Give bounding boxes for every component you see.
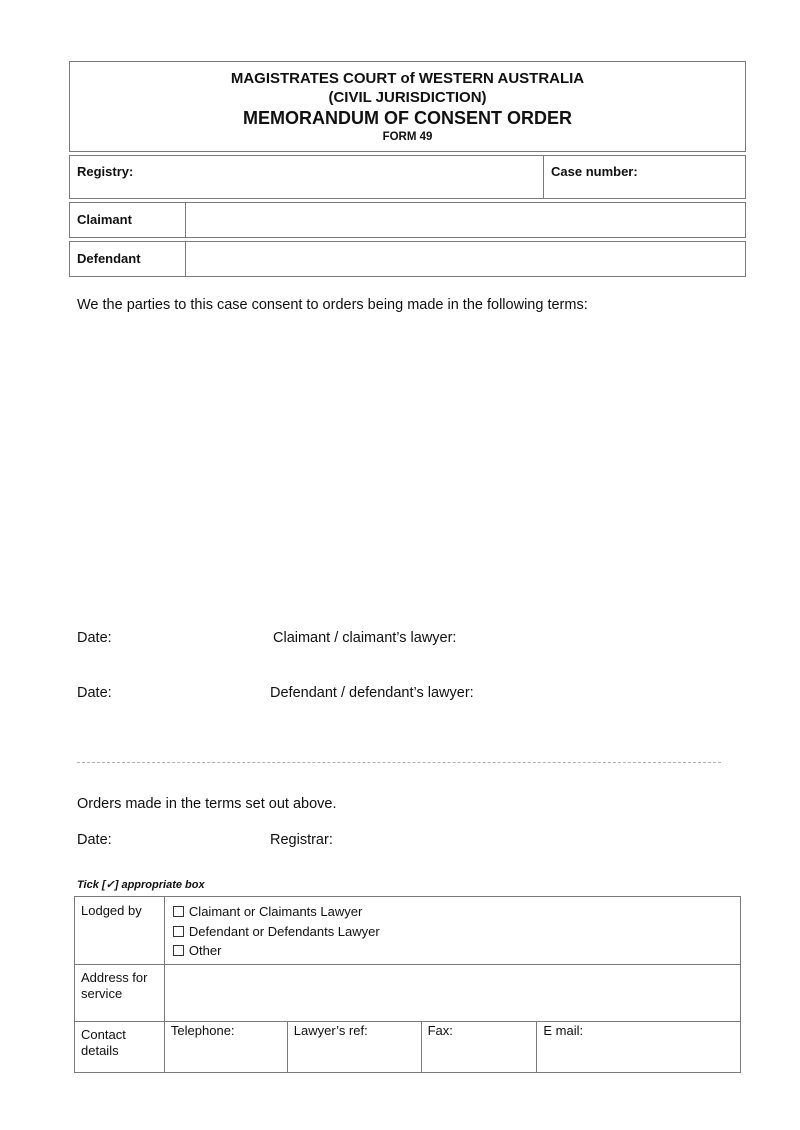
lawyers-ref-label: Lawyer’s ref:: [293, 1023, 368, 1038]
tick-instruction: Tick [✓] appropriate box: [77, 879, 205, 891]
address-row: [75, 965, 741, 1022]
orders-made-text: Orders made in the terms set out above.: [77, 796, 337, 812]
defendant-row: [69, 241, 746, 277]
registrar-label: Registrar:: [270, 832, 333, 848]
consent-statement: We the parties to this case consent to orders being made in the following terms:: [77, 297, 588, 313]
defendant-label: Defendant: [77, 251, 141, 266]
contact-row: [75, 1022, 741, 1073]
jurisdiction: (CIVIL JURISDICTION): [328, 89, 487, 106]
claimant-date-label: Date:: [77, 630, 112, 646]
defendant-signature-label: Defendant / defendant’s lawyer:: [270, 685, 474, 701]
checkbox-icon[interactable]: [173, 926, 184, 937]
claimant-row: [69, 202, 746, 238]
terms-area[interactable]: [77, 325, 721, 615]
case-number-label: Case number:: [551, 164, 638, 179]
separator-line: [77, 762, 721, 763]
lodged-by-options: [164, 897, 740, 965]
option-label: Claimant or Claimants Lawyer: [188, 904, 363, 920]
divider: [185, 203, 186, 237]
telephone-field[interactable]: [164, 1022, 287, 1073]
email-label: E mail:: [543, 1023, 584, 1038]
registry-label: Registry:: [77, 164, 134, 179]
lawyers-ref-field[interactable]: [287, 1022, 421, 1073]
option-other[interactable]: [173, 941, 740, 961]
telephone-label: Telephone:: [170, 1023, 235, 1038]
address-label: Address for service: [75, 965, 165, 1022]
case-number-field[interactable]: [650, 158, 740, 194]
form-header: [69, 61, 746, 152]
checkbox-icon[interactable]: [173, 945, 184, 956]
form-title: MEMORANDUM OF CONSENT ORDER: [243, 108, 572, 128]
form-number: FORM 49: [382, 131, 433, 143]
address-field[interactable]: [164, 965, 740, 1022]
lodged-by-row: [75, 897, 741, 965]
claimant-field[interactable]: [190, 205, 741, 235]
fax-label: Fax:: [427, 1023, 453, 1038]
contact-label: Contact details: [75, 1022, 165, 1073]
defendant-date-label: Date:: [77, 685, 112, 701]
checkbox-icon[interactable]: [173, 906, 184, 917]
registry-case-row: [69, 155, 746, 199]
lodged-by-label: Lodged by: [75, 897, 165, 965]
lodgement-table: [74, 896, 741, 1073]
claimant-label: Claimant: [77, 212, 132, 227]
registry-field[interactable]: [150, 158, 540, 194]
fax-field[interactable]: [421, 1022, 537, 1073]
court-name: MAGISTRATES COURT of WESTERN AUSTRALIA: [230, 70, 585, 87]
divider: [543, 156, 544, 198]
registrar-date-label: Date:: [77, 832, 112, 848]
option-label: Defendant or Defendants Lawyer: [188, 923, 380, 939]
claimant-signature-label: Claimant / claimant’s lawyer:: [273, 630, 457, 646]
divider: [185, 242, 186, 276]
defendant-field[interactable]: [190, 244, 741, 274]
option-label: Other: [188, 943, 222, 959]
email-field[interactable]: [537, 1022, 741, 1073]
option-claimant[interactable]: [173, 902, 740, 922]
option-defendant[interactable]: [173, 922, 740, 942]
